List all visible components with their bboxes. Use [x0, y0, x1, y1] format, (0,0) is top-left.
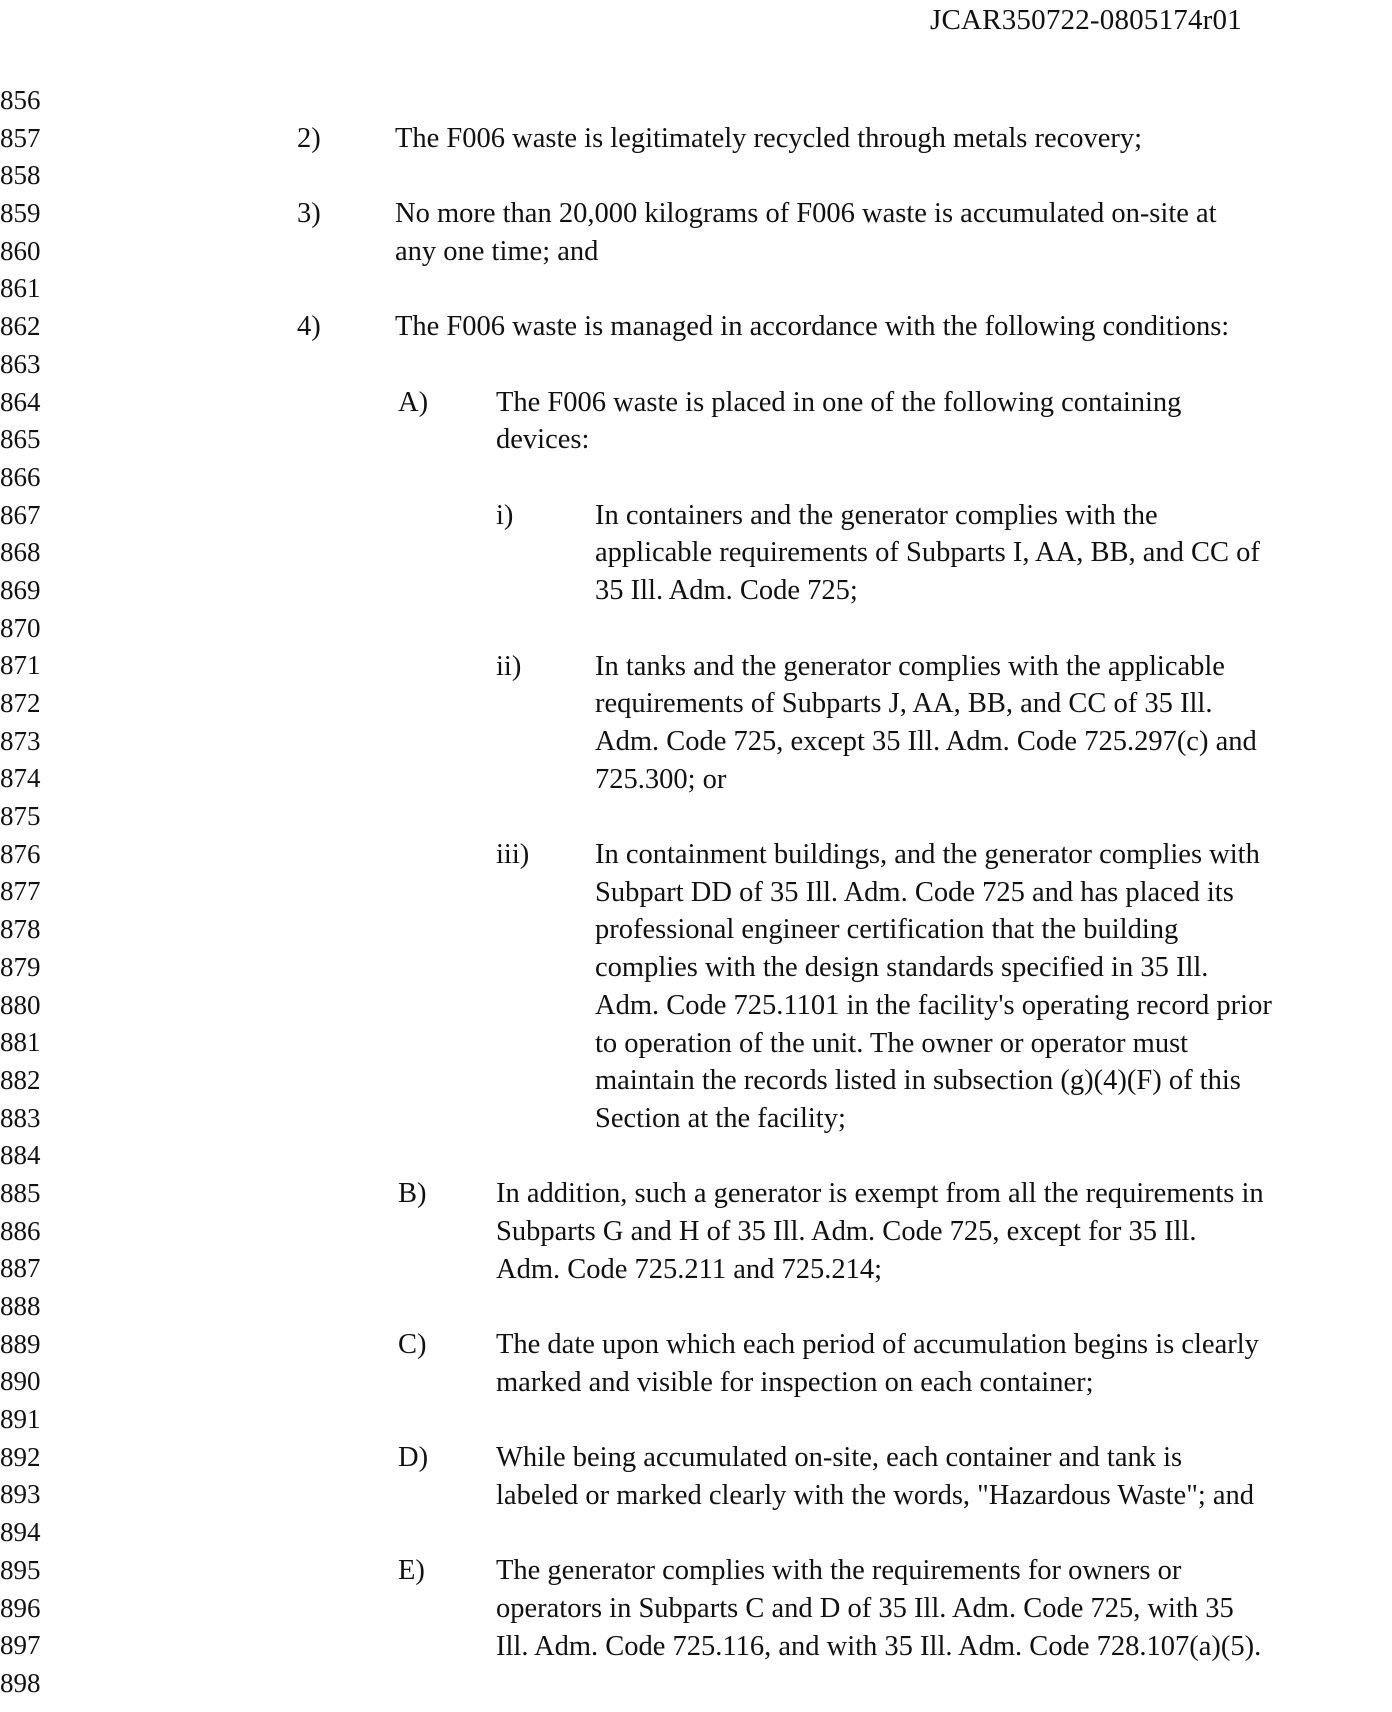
line-number: 872: [0, 688, 41, 718]
text-line: The F006 waste is legitimately recycled through metals recovery;: [395, 122, 1143, 154]
text-line: Subparts G and H of 35 Ill. Adm. Code 725, except for 35 Ill.: [496, 1216, 1197, 1247]
line-number: 897: [0, 1630, 41, 1661]
text-line: In tanks and the generator complies with the applicable: [595, 650, 1225, 682]
text-line: In addition, such a generator is exempt from all the requirements in: [496, 1178, 1264, 1210]
item-text: [496, 384, 1181, 459]
text-line: to operation of the unit. The owner or operator must: [595, 1027, 1189, 1059]
item-label: 2): [297, 122, 321, 154]
item-label: i): [496, 499, 514, 531]
text-line: Subpart DD of 35 Ill. Adm. Code 725 and has placed its: [595, 876, 1234, 908]
text-line: any one time; and: [395, 235, 599, 267]
line-number: 894: [0, 1517, 41, 1548]
item-label: D): [398, 1442, 429, 1474]
text-line: No more than 20,000 kilograms of F006 waste is accumulated on-site at: [395, 198, 1217, 230]
text-line: applicable requirements of Subparts I, AA, BB, and CC of: [595, 537, 1260, 569]
line-number: 879: [0, 951, 41, 982]
text-line: devices:: [496, 424, 590, 456]
text-line: In containers and the generator complies with the: [595, 499, 1158, 531]
line-number: 864: [0, 386, 41, 417]
line-number: 884: [0, 1140, 41, 1171]
line-number-column: [0, 82, 60, 1703]
text-line: Adm. Code 725.211 and 725.214;: [496, 1253, 883, 1285]
text-line: maintain the records listed in subsection (g)(4)(F) of this: [595, 1065, 1241, 1097]
line-number: 857: [0, 122, 41, 153]
line-number: 866: [0, 461, 41, 492]
text-line: 725.300; or: [595, 763, 727, 795]
item-text: [395, 120, 1142, 158]
text-line: 35 Ill. Adm. Code 725;: [595, 575, 858, 607]
line-number: 890: [0, 1366, 41, 1397]
line-number: 891: [0, 1404, 41, 1435]
line-number: 878: [0, 914, 41, 945]
line-number: 877: [0, 876, 41, 907]
text-line: While being accumulated on-site, each container and tank is: [496, 1442, 1183, 1474]
line-number: 889: [0, 1328, 41, 1359]
text-line: requirements of Subparts J, AA, BB, and CC of 35 Ill.: [595, 688, 1213, 720]
text-line: labeled or marked clearly with the words, "Hazardous Waste"; and: [496, 1479, 1255, 1511]
line-number: 859: [0, 198, 41, 229]
item-label: B): [398, 1178, 427, 1210]
line-number: 875: [0, 801, 41, 832]
line-number: 895: [0, 1554, 41, 1585]
line-number: 898: [0, 1667, 41, 1698]
line-number: 858: [0, 160, 41, 191]
line-number: 861: [0, 273, 41, 304]
line-number: 880: [0, 989, 41, 1020]
item-label: 4): [297, 311, 321, 343]
text-line: The generator complies with the requirements for owners or: [496, 1555, 1182, 1587]
text-line: In containment buildings, and the generator complies with: [595, 839, 1260, 870]
line-number: 871: [0, 650, 41, 681]
item-text: [395, 308, 1229, 346]
line-number: 885: [0, 1177, 41, 1208]
item-text: [496, 1326, 1259, 1401]
item-label: iii): [496, 839, 530, 870]
text-line: complies with the design standards specified in 35 Ill.: [595, 952, 1209, 984]
text-line: Adm. Code 725, except 35 Ill. Adm. Code 725.297(c) and: [595, 725, 1257, 757]
item-text: [395, 195, 1217, 270]
text-line: professional engineer certification that the building: [595, 914, 1179, 946]
item-label: A): [398, 386, 429, 418]
text-line: Adm. Code 725.1101 in the facility's operating record prior: [595, 989, 1272, 1021]
item-label: C): [398, 1329, 427, 1361]
line-number: 892: [0, 1441, 41, 1472]
line-number: 868: [0, 537, 41, 568]
line-number: 874: [0, 763, 41, 794]
line-number: 856: [0, 85, 41, 115]
item-label: 3): [297, 198, 321, 230]
document-id: JCAR350722-0805174r01: [930, 4, 1242, 36]
line-number: 882: [0, 1064, 41, 1095]
item-text: [595, 836, 1272, 1138]
line-number: 876: [0, 838, 41, 869]
line-number: 881: [0, 1027, 41, 1058]
text-line: Ill. Adm. Code 725.116, and with 35 Ill. Adm. Code 728.107(a)(5).: [496, 1630, 1262, 1662]
text-line: The F006 waste is placed in one of the following containing: [496, 386, 1182, 418]
line-number: 883: [0, 1102, 41, 1133]
item-text: [496, 1439, 1254, 1514]
item-label: ii): [496, 650, 522, 682]
line-number: 887: [0, 1253, 41, 1284]
text-line: Section at the facility;: [595, 1102, 846, 1134]
line-number: 862: [0, 311, 41, 342]
item-text: [595, 497, 1260, 610]
text-line: marked and visible for inspection on each container;: [496, 1366, 1094, 1398]
line-number: 886: [0, 1215, 41, 1246]
line-number: 896: [0, 1592, 41, 1623]
line-number: 893: [0, 1479, 41, 1510]
text-line: operators in Subparts C and D of 35 Ill. Adm. Code 725, with 35: [496, 1593, 1234, 1624]
text-line: The F006 waste is managed in accordance with the following conditions:: [395, 311, 1230, 343]
line-number: 865: [0, 424, 41, 455]
item-label: E): [398, 1555, 425, 1587]
line-number: 860: [0, 235, 41, 266]
item-text: [496, 1175, 1264, 1288]
item-text: [595, 648, 1257, 799]
line-number: 869: [0, 574, 41, 605]
line-number: 863: [0, 348, 41, 379]
line-number: 888: [0, 1291, 41, 1321]
line-number: 873: [0, 725, 41, 756]
text-line: The date upon which each period of accumulation begins is clearly: [496, 1329, 1259, 1361]
line-number: 867: [0, 499, 41, 530]
line-number: 870: [0, 612, 41, 643]
item-text: [496, 1552, 1261, 1665]
